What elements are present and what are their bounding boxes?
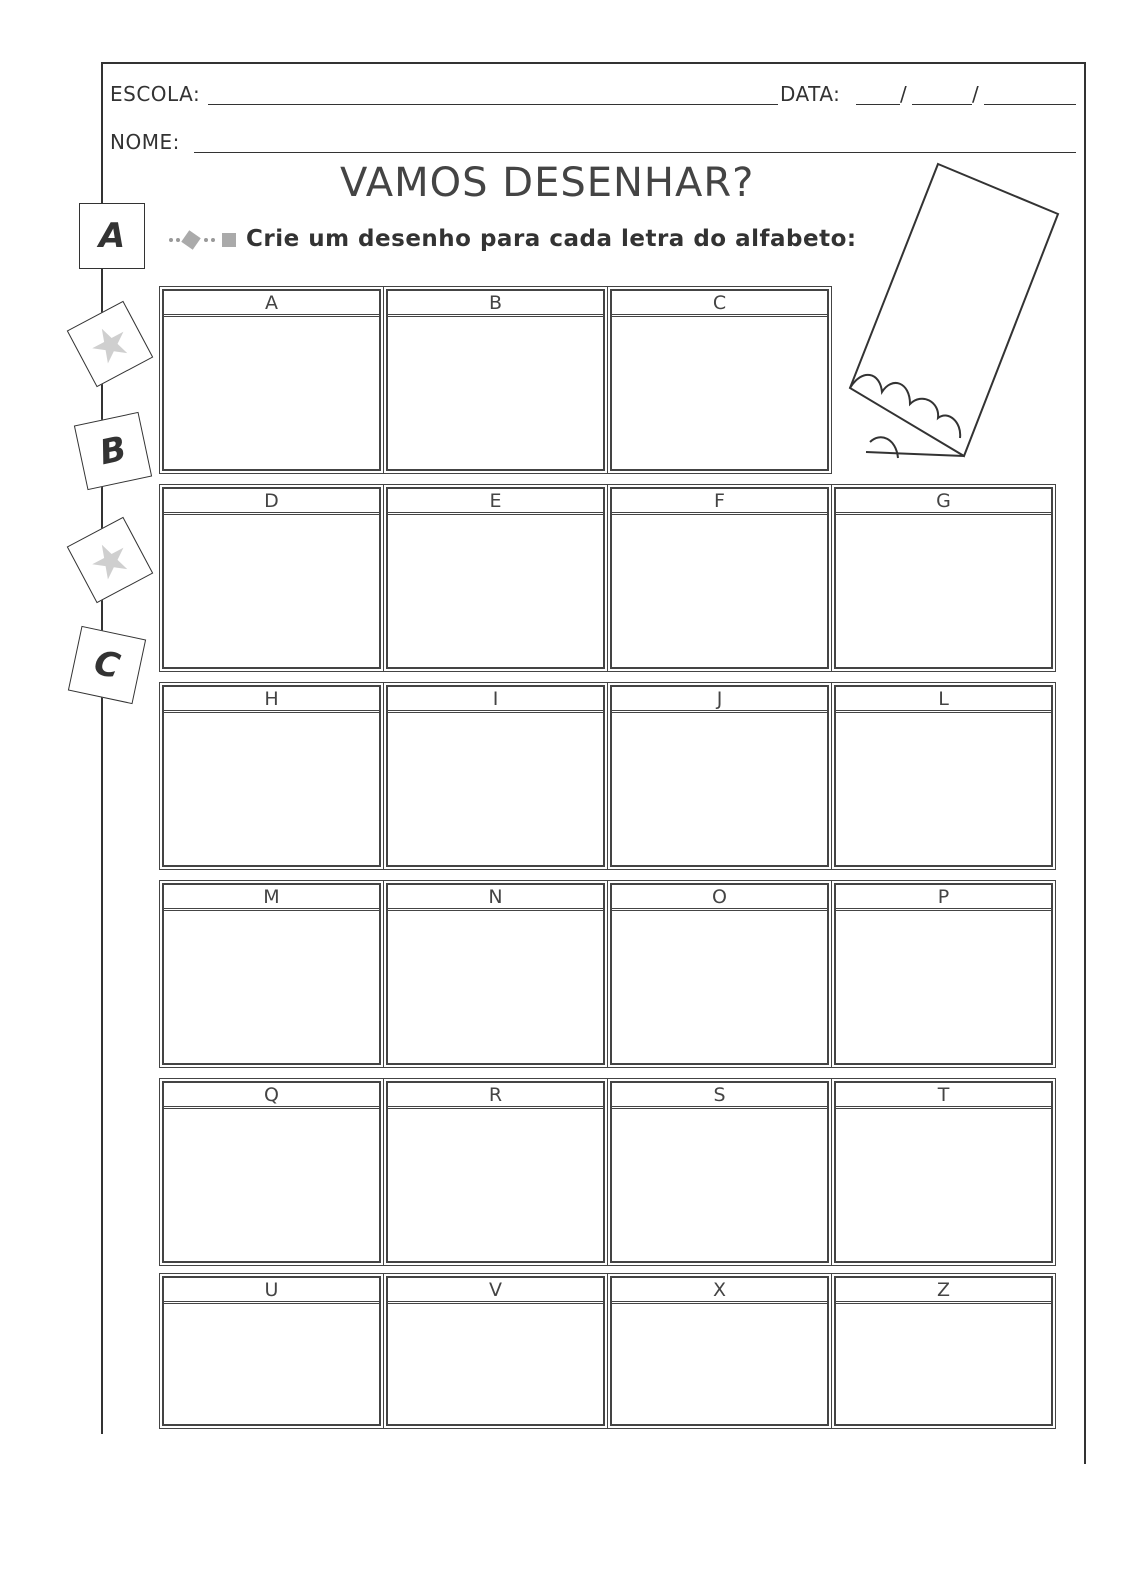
drawing-box-i[interactable] bbox=[386, 685, 605, 867]
drawing-box-n[interactable] bbox=[386, 883, 605, 1065]
drawing-box-letter: F bbox=[612, 489, 827, 515]
bullet-deco-icon bbox=[168, 229, 244, 251]
side-tab-letter: B bbox=[74, 412, 152, 490]
data-day-field[interactable] bbox=[856, 104, 900, 105]
drawing-box-letter: B bbox=[388, 291, 603, 317]
escola-field[interactable] bbox=[208, 104, 778, 105]
drawing-box-l[interactable] bbox=[834, 685, 1053, 867]
drawing-box-letter: E bbox=[388, 489, 603, 515]
drawing-box-t[interactable] bbox=[834, 1081, 1053, 1263]
drawing-box-letter: I bbox=[388, 687, 603, 713]
drawing-box-j[interactable] bbox=[610, 685, 829, 867]
drawing-box-p[interactable] bbox=[834, 883, 1053, 1065]
drawing-box-v[interactable] bbox=[386, 1276, 605, 1426]
drawing-box-a[interactable] bbox=[162, 289, 381, 471]
instruction-text: Crie um desenho para cada letra do alfabeto: bbox=[246, 226, 857, 252]
drawing-box-letter: L bbox=[836, 687, 1051, 713]
drawing-box-u[interactable] bbox=[162, 1276, 381, 1426]
drawing-box-b[interactable] bbox=[386, 289, 605, 471]
page-frame-top bbox=[101, 62, 1086, 64]
drawing-box-letter: G bbox=[836, 489, 1051, 515]
drawing-box-letter: Z bbox=[836, 1278, 1051, 1304]
side-tab-star bbox=[67, 517, 154, 604]
drawing-box-letter: Q bbox=[164, 1083, 379, 1109]
drawing-box-letter: D bbox=[164, 489, 379, 515]
side-tab-letter: A bbox=[79, 203, 145, 269]
side-tab-letter: C bbox=[68, 626, 146, 704]
drawing-box-d[interactable] bbox=[162, 487, 381, 669]
drawing-box-letter: P bbox=[836, 885, 1051, 911]
star-icon: ★ bbox=[79, 526, 141, 594]
drawing-box-c[interactable] bbox=[610, 289, 829, 471]
data-year-field[interactable] bbox=[984, 104, 1076, 105]
page-frame-right bbox=[1084, 62, 1086, 1464]
drawing-box-r[interactable] bbox=[386, 1081, 605, 1263]
star-icon: ★ bbox=[79, 310, 141, 378]
drawing-box-o[interactable] bbox=[610, 883, 829, 1065]
drawing-box-s[interactable] bbox=[610, 1081, 829, 1263]
drawing-box-letter: N bbox=[388, 885, 603, 911]
drawing-box-f[interactable] bbox=[610, 487, 829, 669]
drawing-box-letter: C bbox=[612, 291, 827, 317]
page-title: VAMOS DESENHAR? bbox=[340, 160, 755, 206]
drawing-box-letter: U bbox=[164, 1278, 379, 1304]
drawing-box-letter: V bbox=[388, 1278, 603, 1304]
drawing-box-letter: J bbox=[612, 687, 827, 713]
data-separator-2: / bbox=[972, 82, 980, 106]
drawing-box-letter: O bbox=[612, 885, 827, 911]
drawing-box-h[interactable] bbox=[162, 685, 381, 867]
drawing-box-letter: R bbox=[388, 1083, 603, 1109]
drawing-box-letter: S bbox=[612, 1083, 827, 1109]
drawing-box-letter: A bbox=[164, 291, 379, 317]
side-tab-star bbox=[67, 301, 154, 388]
data-month-field[interactable] bbox=[912, 104, 972, 105]
drawing-box-m[interactable] bbox=[162, 883, 381, 1065]
drawing-box-x[interactable] bbox=[610, 1276, 829, 1426]
drawing-box-letter: X bbox=[612, 1278, 827, 1304]
data-label: DATA: bbox=[780, 82, 841, 106]
escola-label: ESCOLA: bbox=[110, 82, 201, 106]
drawing-box-letter: T bbox=[836, 1083, 1051, 1109]
nome-label: NOME: bbox=[110, 130, 180, 154]
drawing-box-q[interactable] bbox=[162, 1081, 381, 1263]
nome-field[interactable] bbox=[194, 152, 1076, 153]
pencil-icon bbox=[840, 160, 1070, 470]
drawing-box-e[interactable] bbox=[386, 487, 605, 669]
drawing-box-z[interactable] bbox=[834, 1276, 1053, 1426]
drawing-box-letter: M bbox=[164, 885, 379, 911]
data-separator-1: / bbox=[900, 82, 908, 106]
drawing-box-g[interactable] bbox=[834, 487, 1053, 669]
drawing-box-letter: H bbox=[164, 687, 379, 713]
